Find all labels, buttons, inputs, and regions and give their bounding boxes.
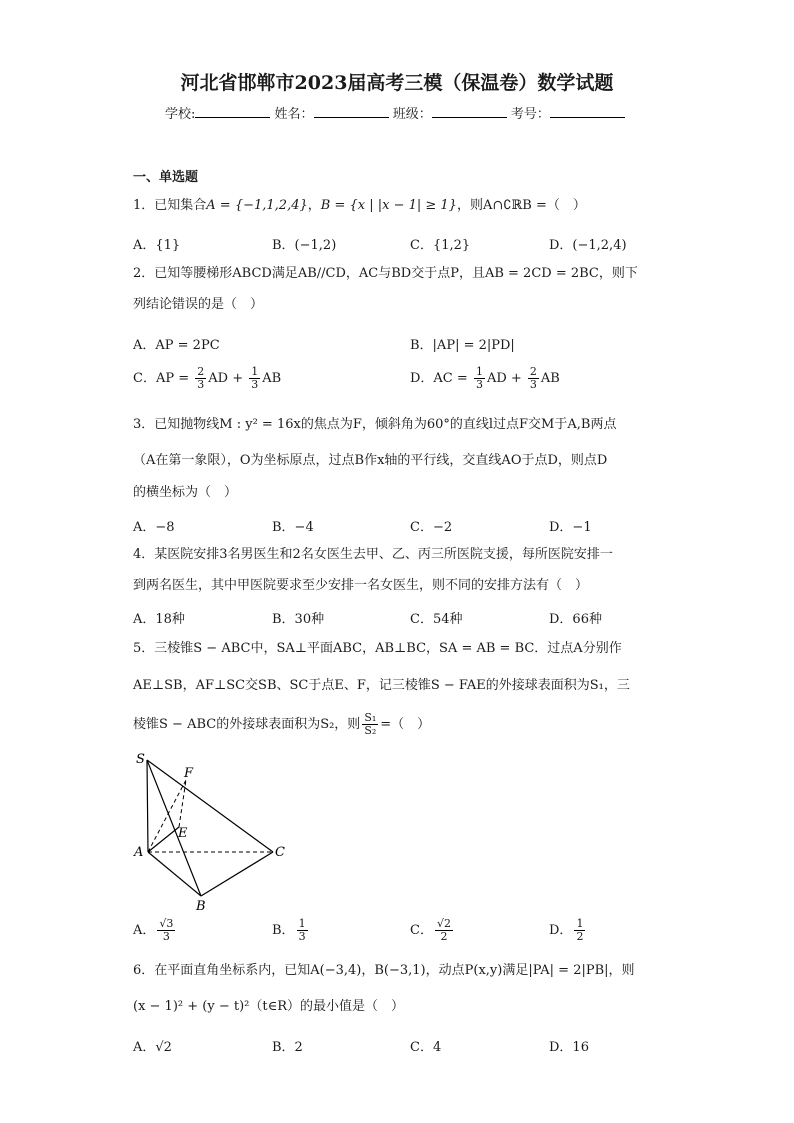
question-3-line-1: 3．已知抛物线M : y² = 16x的焦点为F，倾斜角为60°的直线l过点F交M于A,B两点: [133, 417, 617, 432]
label-s: S: [136, 752, 145, 767]
question-1-stem: 1．已知集合A = {−1,1,2,4}，B = {x | |x − 1| ≥ 1}，则A∩∁ℝB =（ ）: [133, 198, 586, 213]
q1-set-b: B = {x | |x − 1| ≥ 1}: [320, 198, 457, 213]
q5-option-d[interactable]: [549, 918, 587, 943]
q5b-label: B．: [272, 923, 295, 938]
q1-set-a: A = {−1,1,2,4}: [206, 198, 308, 213]
question-6-line-1: 6．在平面直角坐标系内，已知A(−3,4)，B(−3,1)，动点P(x,y)满足|PA| = 2|PB|，则: [133, 963, 635, 978]
q2d-frac-1: $\frac{1}{3}$: [475, 365, 483, 391]
student-info-line: [165, 103, 625, 122]
section-heading: 一、单选题: [133, 170, 199, 185]
tetrahedron-figure: [128, 745, 298, 915]
q5-option-b[interactable]: [272, 918, 310, 943]
q5-line3-pre: 棱锥S − ABC的外接球表面积为S₂，则: [133, 717, 361, 732]
q2-option-a[interactable]: A．AP = 2PC: [133, 338, 220, 353]
q1-prefix: 1．已知集合: [133, 198, 207, 213]
q1-option-b[interactable]: B．(−1,2): [272, 238, 337, 253]
q2-option-c[interactable]: [133, 366, 281, 391]
segment-af: [148, 780, 186, 852]
question-4-line-1: 4．某医院安排3名男医生和2名女医生去甲、乙、丙三所医院支援，每所医院安排一: [133, 547, 613, 562]
label-a: A: [134, 845, 144, 860]
edge-bc: [201, 852, 273, 896]
q5a-label: A．: [133, 923, 156, 938]
question-4-line-2: 到两名医生，其中甲医院要求至少安排一名女医生，则不同的安排方法有（ ）: [133, 578, 589, 593]
q2d-frac-2: $\frac{2}{3}$: [529, 365, 537, 391]
q2c-pre: C．AP =: [133, 371, 190, 386]
q5c-label: C．: [410, 923, 433, 938]
q1-option-a[interactable]: A．{1}: [133, 238, 181, 253]
q6-option-b[interactable]: B．2: [272, 1040, 303, 1055]
q5d-frac: $\frac{1}{2}$: [576, 917, 584, 943]
q3-option-c[interactable]: C．−2: [410, 520, 453, 535]
q2c-post: AB: [262, 371, 282, 386]
page-title: 河北省邯郸市2023届高考三模（保温卷）数学试题: [180, 72, 614, 94]
question-3-line-2: （A在第一象限），O为坐标原点，过点B作x轴的平行线，交直线AO于点D，则点D: [133, 453, 608, 468]
q5d-label: D．: [549, 923, 573, 938]
q6-option-a[interactable]: A．√2: [133, 1040, 172, 1055]
school-label: 学校:: [165, 107, 196, 122]
question-2-line-2: 列结论错误的是（ ）: [133, 297, 264, 312]
question-5-line-2: AE⊥SB，AF⊥SC交SB、SC于点E、F，记三棱锥S − FAE的外接球表面积为S₁，三: [133, 678, 630, 693]
question-6-line-2: (x − 1)² + (y − t)²（t∈R）的最小值是（ ）: [133, 999, 404, 1014]
segment-ae: [148, 827, 179, 852]
q5-option-c[interactable]: [410, 918, 455, 943]
q2-option-b[interactable]: B．|AP| = 2|PD|: [410, 338, 515, 353]
label-c: C: [275, 845, 285, 860]
q5-line3-post: =（ ）: [380, 717, 431, 732]
question-3-line-3: 的横坐标为（ ）: [133, 485, 238, 500]
class-label: 班级：: [392, 107, 432, 122]
q5-ratio: $\frac{\text{S₁}}{\text{S₂}}$: [364, 711, 377, 737]
label-b: B: [196, 899, 206, 914]
label-e: E: [178, 826, 188, 841]
q3-option-d[interactable]: D．−1: [549, 520, 592, 535]
q2d-pre: D．AC =: [410, 371, 468, 386]
q5-option-a[interactable]: [133, 918, 177, 943]
label-f: F: [184, 766, 194, 781]
q2c-mid: AD +: [208, 371, 244, 386]
q3-option-b[interactable]: B．−4: [272, 520, 314, 535]
q1-option-d[interactable]: D．(−1,2,4): [549, 238, 627, 253]
name-blank[interactable]: [314, 105, 389, 118]
q4-option-a[interactable]: A．18种: [133, 612, 185, 627]
class-blank[interactable]: [432, 105, 507, 118]
q5a-frac: $\frac{√3}{3}$: [159, 917, 174, 943]
q3-option-a[interactable]: A．−8: [133, 520, 175, 535]
q4-option-c[interactable]: C．54种: [410, 612, 463, 627]
q1-option-c[interactable]: C．{1,2}: [410, 238, 471, 253]
q5c-frac: $\frac{√2}{2}$: [436, 917, 451, 943]
question-5-line-3: [133, 712, 430, 737]
edge-ab: [148, 852, 201, 896]
q2d-post: AB: [540, 371, 560, 386]
edge-sa: [147, 760, 148, 852]
exam-no-label: 考号：: [510, 107, 550, 122]
q5b-frac: $\frac{1}{3}$: [298, 917, 306, 943]
q6-option-d[interactable]: D．16: [549, 1040, 589, 1055]
question-2-line-1: 2．已知等腰梯形ABCD满足AB//CD，AC与BD交于点P，且AB = 2CD = 2BC，则下: [133, 266, 638, 281]
q4-option-d[interactable]: D．66种: [549, 612, 602, 627]
q2d-mid: AD +: [486, 371, 522, 386]
q2c-frac-1: $\frac{2}{3}$: [197, 365, 205, 391]
q2c-frac-2: $\frac{1}{3}$: [251, 365, 259, 391]
q6-option-c[interactable]: C．4: [410, 1040, 442, 1055]
q4-option-b[interactable]: B．30种: [272, 612, 325, 627]
name-label: 姓名：: [274, 107, 314, 122]
exam-no-blank[interactable]: [550, 105, 625, 118]
question-5-line-1: 5．三棱锥S − ABC中，SA⊥平面ABC，AB⊥BC，SA = AB = BC．过点A分别作: [133, 641, 622, 656]
q2-option-d[interactable]: [410, 366, 560, 391]
q1-tail: ，则A∩∁ℝB =（ ）: [456, 198, 586, 213]
school-blank[interactable]: [195, 105, 270, 118]
